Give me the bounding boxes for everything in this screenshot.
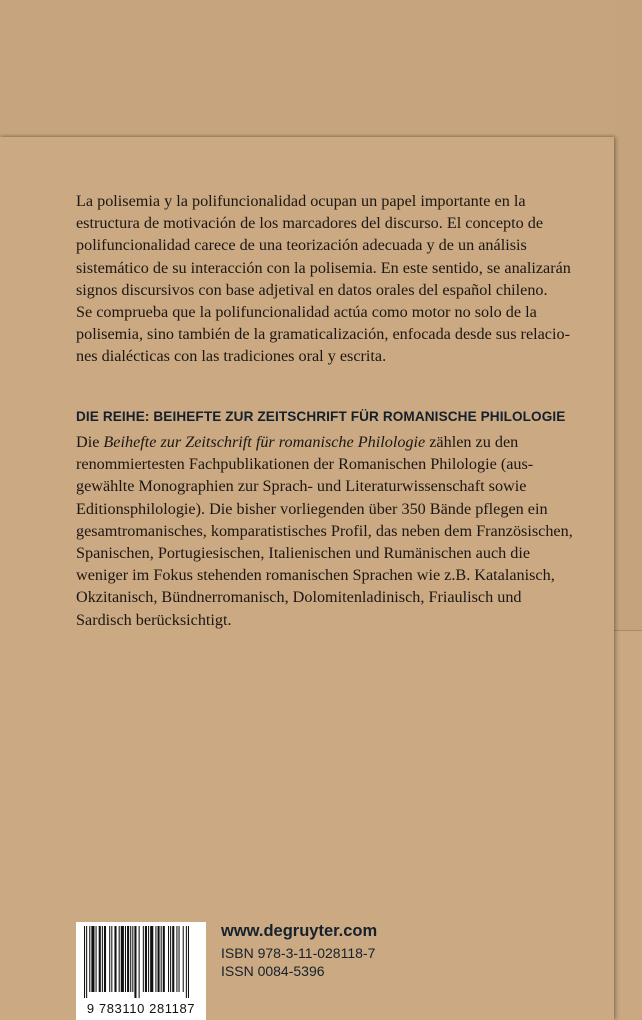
series-line: [76, 431, 596, 453]
barcode-bar: [158, 926, 160, 992]
barcode-bar: [89, 926, 90, 992]
series-line: renommiertesten Fachpublikationen der Romanischen Philologie (aus-: [76, 455, 534, 474]
barcode-bar: [139, 926, 140, 998]
series-title-italic: Beihefte zur Zeitschrift für romanische Philologie: [103, 433, 426, 451]
publisher-info: [221, 922, 377, 980]
barcode-bar: [114, 926, 116, 992]
isbn-barcode: [76, 922, 206, 1020]
barcode-bar: [84, 926, 85, 998]
barcode-bar: [91, 926, 94, 992]
barcode-bar: [145, 926, 147, 992]
barcode-bar: [96, 926, 97, 992]
barcode-bar: [183, 926, 184, 992]
barcode-bar: [179, 926, 180, 992]
barcode-bar: [168, 926, 169, 992]
stacked-cover-edge: [614, 0, 642, 1020]
series-line: gesamtromanisches, komparatistisches Profil, das neben dem Französischen,: [76, 521, 573, 540]
barcode-bar: [143, 926, 144, 992]
barcode-bar: [102, 926, 103, 992]
series-line-prefix: Die: [76, 433, 104, 451]
series-line: weniger im Fokus stehenden romanischen Sprachen wie z.B. Katalanisch,: [76, 566, 555, 585]
series-line: gewählte Monographien zur Sprach- und Literaturwissenschaft sowie: [76, 477, 527, 496]
barcode-bar: [155, 926, 156, 992]
barcode-bar: [111, 926, 112, 992]
isbn-number: ISBN 978-3-11-028118-7: [221, 945, 376, 961]
barcode-bar: [125, 926, 126, 992]
barcode-bar: [104, 926, 106, 992]
series-line: Sardisch berücksichtigt.: [76, 610, 232, 629]
barcode-bar: [172, 926, 174, 992]
series-description: [76, 431, 596, 631]
abstract-line: La polisemia y la polifuncionalidad ocupan un papel importante en la: [76, 192, 526, 210]
barcode-bar: [127, 926, 129, 992]
barcode-digits: 9 783110 281187: [86, 1001, 196, 1016]
barcode-bar: [163, 926, 165, 992]
abstract-line: estructura de motivación de los marcadores del discurso. El concepto de: [76, 214, 544, 233]
series-heading: DIE REIHE: BEIHEFTE ZUR ZEITSCHRIFT FÜR ROMANISCHE PHILOLOGIE: [76, 409, 566, 424]
barcode-bar: [130, 926, 131, 992]
barcode-bar: [186, 926, 187, 998]
barcode-bar: [119, 926, 120, 992]
barcode-bar: [99, 926, 101, 992]
series-line: Spanischen, Portugiesischen, Italienischen und Rumänischen auch die: [76, 544, 531, 563]
barcode-bar: [150, 926, 153, 992]
abstract-line: polisemia, sino también de la gramaticalización, enfocada desde sus relacio-: [76, 325, 570, 344]
barcode-bar: [132, 926, 133, 992]
barcode-bar: [176, 926, 177, 992]
barcode-bar: [148, 926, 149, 992]
series-line: Editionsphilologie). Die bisher vorliegenden über 350 Bände pflegen ein: [76, 499, 548, 518]
abstract-line: sistemático de su interacción con la polisemia. En este sentido, se analizarán: [76, 258, 571, 277]
issn-number: ISSN 0084-5396: [221, 963, 325, 979]
barcode-bar: [109, 926, 110, 992]
barcode-bar: [161, 926, 162, 992]
abstract-line: polifuncionalidad carece de una teorización adecuada y de un análisis: [76, 236, 527, 255]
abstract-line: Se comprueba que la polifuncionalidad actúa como motor no solo de la: [76, 303, 537, 322]
barcode-bar: [134, 926, 136, 998]
barcode-bar: [121, 926, 124, 992]
barcode-bar: [188, 926, 189, 998]
series-line: Okzitanisch, Bündnerromanisch, Dolomitenladinisch, Friaulisch und: [76, 588, 522, 607]
barcode-bar: [86, 926, 87, 998]
abstract-line: nes dialécticas con las tradiciones oral y escrita.: [76, 347, 387, 366]
barcode-bars: [76, 922, 206, 998]
abstract-text: [76, 190, 596, 368]
series-line-suffix: zählen zu den: [425, 433, 519, 451]
barcode-bar: [170, 926, 171, 992]
publisher-url: www.degruyter.com: [221, 922, 378, 940]
abstract-line: signos discursivos con base adjetival en datos orales del español chileno.: [76, 280, 548, 299]
